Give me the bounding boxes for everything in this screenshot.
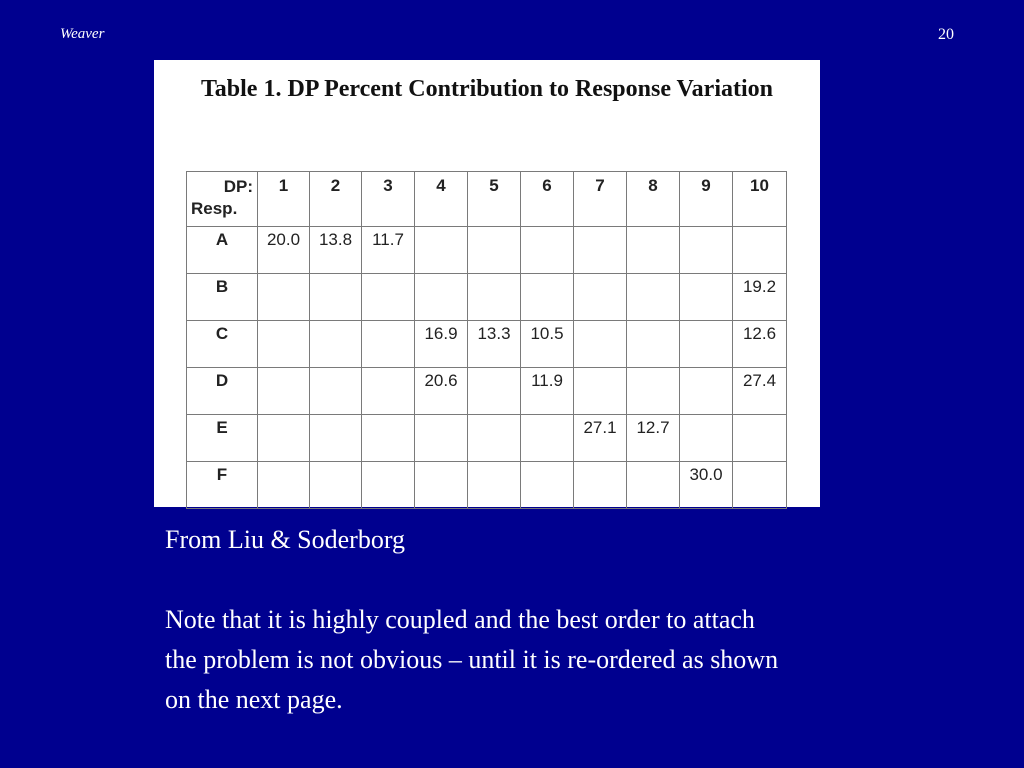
row-label: A (187, 227, 258, 274)
table-cell: 11.9 (521, 368, 574, 415)
table-cell (627, 368, 680, 415)
table-cell (733, 415, 787, 462)
table-cell (362, 321, 415, 368)
column-header: 2 (310, 172, 362, 227)
table-cell (415, 415, 468, 462)
table-cell (258, 462, 310, 509)
column-header: 5 (468, 172, 521, 227)
table-cell (468, 368, 521, 415)
slide-page-number: 20 (938, 26, 954, 43)
row-label: E (187, 415, 258, 462)
table-cell: 27.4 (733, 368, 787, 415)
table-cell: 10.5 (521, 321, 574, 368)
table-cell (310, 274, 362, 321)
table-cell (574, 321, 627, 368)
column-header: 3 (362, 172, 415, 227)
table-cell (362, 462, 415, 509)
table-row (187, 227, 787, 274)
table-cell (627, 462, 680, 509)
table-cell: 13.3 (468, 321, 521, 368)
corner-resp-label: Resp. (191, 199, 238, 218)
table-cell: 12.7 (627, 415, 680, 462)
table-cell (521, 415, 574, 462)
slide-author: Weaver (60, 26, 105, 42)
table-cell (258, 321, 310, 368)
table-cell (627, 227, 680, 274)
source-caption: From Liu & Soderborg (165, 525, 406, 554)
table-cell (258, 415, 310, 462)
table-cell: 11.7 (362, 227, 415, 274)
table-cell (680, 321, 733, 368)
table-cell (574, 462, 627, 509)
table-cell (680, 368, 733, 415)
table-cell (310, 321, 362, 368)
table-cell: 13.8 (310, 227, 362, 274)
table-title: Table 1. DP Percent Contribution to Response Variation (200, 76, 774, 102)
table-cell: 20.0 (258, 227, 310, 274)
table-cell (362, 415, 415, 462)
column-header: 9 (680, 172, 733, 227)
table-cell (415, 462, 468, 509)
table-cell (627, 321, 680, 368)
note-paragraph: Note that it is highly coupled and the best order to attach the problem is not obvious – until it is re-ordered as shown on the next page. (165, 605, 779, 714)
table-cell (733, 462, 787, 509)
table-cell: 19.2 (733, 274, 787, 321)
column-header: 7 (574, 172, 627, 227)
table-cell (574, 227, 627, 274)
table-header-row (187, 172, 787, 227)
corner-cell (187, 172, 258, 227)
table-cell (521, 274, 574, 321)
table-cell: 12.6 (733, 321, 787, 368)
table-cell (680, 415, 733, 462)
table-cell (468, 415, 521, 462)
table-cell (258, 368, 310, 415)
table-cell (521, 227, 574, 274)
row-label: B (187, 274, 258, 321)
row-label: C (187, 321, 258, 368)
table-row (187, 415, 787, 462)
table-cell (468, 462, 521, 509)
table-cell (362, 274, 415, 321)
corner-dp-label: DP: (223, 177, 253, 196)
table-row (187, 321, 787, 368)
table-cell (310, 415, 362, 462)
table-cell (258, 274, 310, 321)
table-cell (468, 274, 521, 321)
table-cell: 20.6 (415, 368, 468, 415)
table-row (187, 274, 787, 321)
table-cell (521, 462, 574, 509)
table-cell (574, 274, 627, 321)
column-header: 1 (258, 172, 310, 227)
table-cell (468, 227, 521, 274)
table-cell: 16.9 (415, 321, 468, 368)
table-figure (154, 60, 820, 507)
dp-contribution-table (186, 171, 787, 509)
table-cell (680, 274, 733, 321)
table-cell (310, 368, 362, 415)
table-cell (680, 227, 733, 274)
row-label: D (187, 368, 258, 415)
row-label: F (187, 462, 258, 509)
column-header: 4 (415, 172, 468, 227)
table-cell: 30.0 (680, 462, 733, 509)
column-header: 10 (733, 172, 787, 227)
table-cell (415, 227, 468, 274)
table-cell (415, 274, 468, 321)
table-cell (627, 274, 680, 321)
table-cell (733, 227, 787, 274)
table-row (187, 462, 787, 509)
table-cell (310, 462, 362, 509)
column-header: 6 (521, 172, 574, 227)
table-cell (362, 368, 415, 415)
column-header: 8 (627, 172, 680, 227)
table-cell (574, 368, 627, 415)
table-row (187, 368, 787, 415)
table-cell: 27.1 (574, 415, 627, 462)
